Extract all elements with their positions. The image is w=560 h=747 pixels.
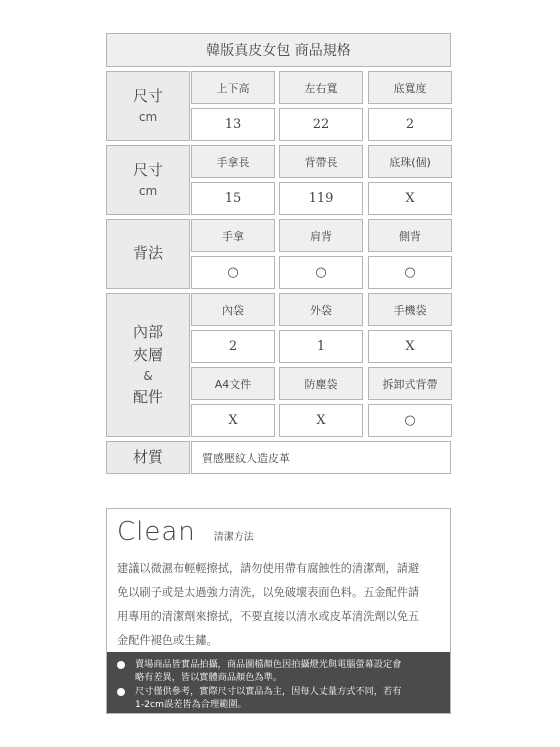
- spec-header-cell: 底寬度: [368, 71, 452, 104]
- clean-instructions: [117, 557, 445, 653]
- section-label-line: 夾層: [132, 346, 163, 365]
- spec-header-cell: 手機袋: [368, 293, 452, 326]
- clean-subtitle: 清潔方法: [213, 532, 254, 543]
- spec-header-cell: 手拿: [191, 219, 275, 252]
- spec-value-cell: 119: [279, 182, 363, 215]
- spec-header-cell: 拆卸式背帶: [368, 367, 452, 400]
- section-label-line: 內部: [132, 322, 163, 341]
- clean-line: 金配件褪色或生鏽。: [117, 634, 218, 647]
- section-label-line: 背法: [132, 244, 163, 263]
- clean-heading: [117, 517, 254, 547]
- spec-header-cell: 側背: [368, 219, 452, 252]
- section-label: [106, 293, 190, 437]
- spec-value-cell: 2: [368, 108, 452, 141]
- spec-value-cell: ○: [368, 256, 452, 289]
- spec-header-cell: 底珠(個): [368, 145, 452, 178]
- section-label: [106, 219, 190, 289]
- material-value: 質感壓紋人造皮革: [191, 441, 451, 474]
- notice-line: 尺寸僅供參考，實際尺寸以實品為主，因每人丈量方式不同，若有: [135, 686, 402, 697]
- section-label-line: 配件: [132, 387, 163, 406]
- spec-value-cell: ○: [279, 256, 363, 289]
- notice-item: [117, 685, 442, 711]
- spec-header-cell: 背帶長: [279, 145, 363, 178]
- clean-line: 免以刷子或是太過強力清洗，以免破壞表面色料。五金配件請: [117, 586, 420, 599]
- notice-line: 1-2cm誤差皆為合理範圍。: [135, 699, 247, 710]
- spec-header-cell: 防塵袋: [279, 367, 363, 400]
- clean-line: 用專用的清潔劑來擦拭，不要直接以清水或皮革清洗劑以免五: [117, 610, 420, 623]
- spec-value-cell: ○: [191, 256, 275, 289]
- section-label: [106, 145, 190, 215]
- spec-header-cell: 內袋: [191, 293, 275, 326]
- spec-value-cell: 2: [191, 330, 275, 363]
- section-label-line: 尺寸: [132, 161, 163, 180]
- notice-item: [117, 658, 442, 684]
- spec-value-cell: 1: [279, 330, 363, 363]
- section-label-line: &: [143, 369, 153, 384]
- spec-value-cell: X: [368, 182, 452, 215]
- material-label-text: 材質: [132, 447, 163, 466]
- material-label: [106, 441, 190, 474]
- spec-header-cell: 手拿長: [191, 145, 275, 178]
- spec-value-cell: X: [279, 404, 363, 437]
- spec-header-cell: A4文件: [191, 367, 275, 400]
- bullet-icon: [117, 661, 125, 669]
- spec-value-cell: 13: [191, 108, 275, 141]
- section-label-line: 尺寸: [132, 87, 163, 106]
- spec-header-cell: 外袋: [279, 293, 363, 326]
- spec-value-cell: X: [368, 330, 452, 363]
- spec-value-cell: X: [191, 404, 275, 437]
- spec-value-cell: 15: [191, 182, 275, 215]
- spec-header-cell: 肩背: [279, 219, 363, 252]
- notice-line: 略有差異，皆以實體商品顏色為準。: [135, 672, 282, 683]
- section-label: [106, 71, 190, 141]
- spec-value-cell: 22: [279, 108, 363, 141]
- spec-header-cell: 上下高: [191, 71, 275, 104]
- clean-panel: [106, 508, 451, 714]
- spec-header-cell: 左右寬: [279, 71, 363, 104]
- notice-line: 賣場商品皆實品拍攝，商品圖檔顏色因拍攝燈光與電腦螢幕設定會: [135, 659, 402, 670]
- clean-line: 建議以微濕布輕輕擦拭，請勿使用帶有腐蝕性的清潔劑，請避: [117, 562, 420, 575]
- spec-title: 韓版真皮女包 商品規格: [106, 33, 451, 67]
- bullet-icon: [117, 688, 125, 696]
- spec-value-cell: ○: [368, 404, 452, 437]
- section-label-line: cm: [138, 184, 158, 199]
- notice-box: [107, 652, 450, 713]
- section-label-line: cm: [138, 110, 158, 125]
- clean-title: Clean: [117, 517, 196, 547]
